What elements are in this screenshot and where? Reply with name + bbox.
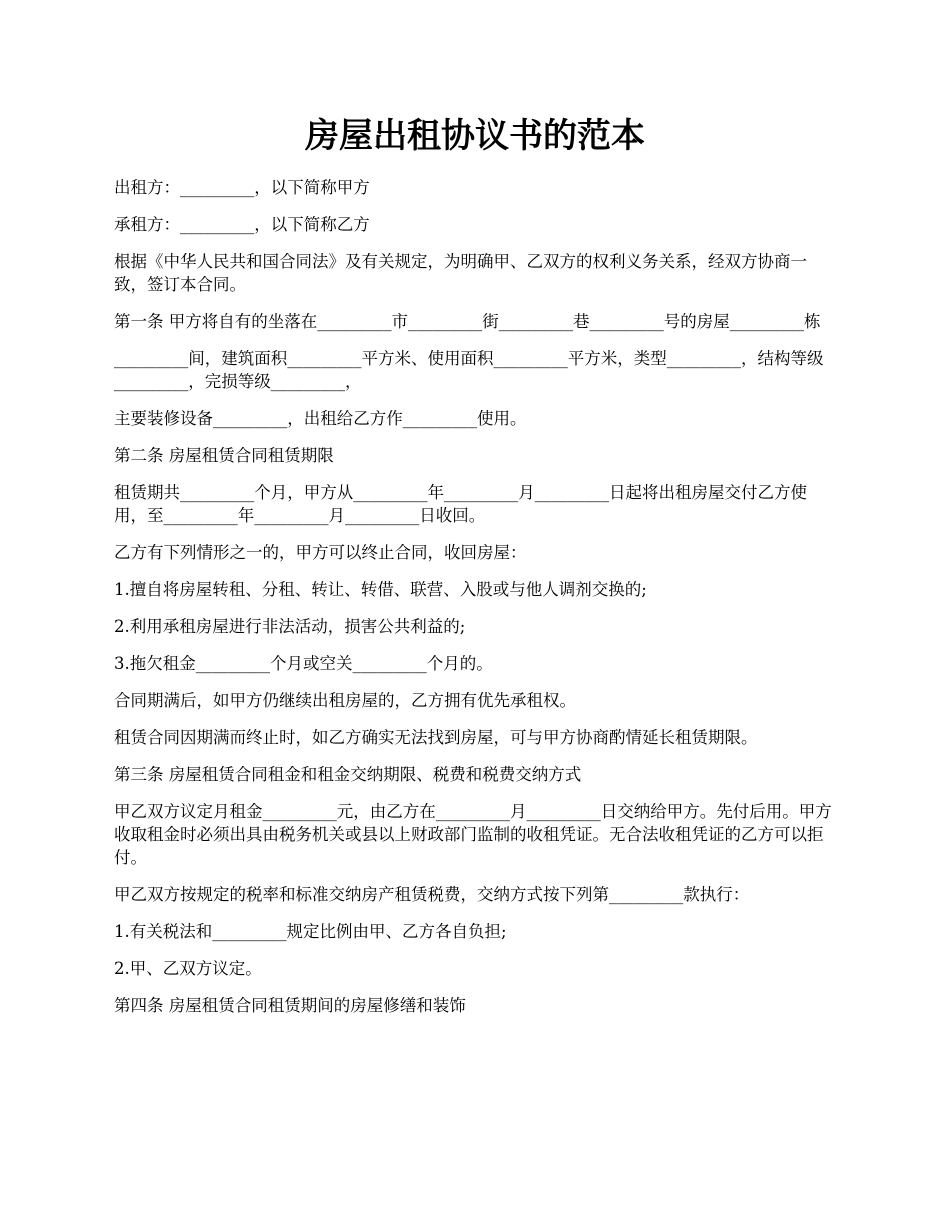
paragraph-priority-right: 合同期满后，如甲方仍继续出租房屋的，乙方拥有优先承租权。	[114, 691, 576, 710]
paragraph-termination-1: 1.擅自将房屋转租、分租、转让、转借、联营、入股或与他人调剂交换的;	[114, 580, 647, 599]
paragraph-article-2-heading: 第二条 房屋租赁合同租赁期限	[114, 446, 334, 465]
paragraph-extension: 租赁合同因期满而终止时，如乙方确实无法找到房屋，可与甲方协商酌情延长租赁期限。	[114, 728, 758, 747]
paragraph-termination-intro: 乙方有下列情形之一的，甲方可以终止合同，收回房屋：	[114, 543, 527, 562]
paragraph-tax-1: 1.有关税法和_________规定比例由甲、乙方各自负担;	[114, 922, 507, 941]
paragraph-rent: 甲乙双方议定月租金_________元，由乙方在_________月_________日交纳给甲方。先付后用。甲方收取租金时必须出具由税务机关或县以上财政部门监制的收租凭证。无合法收租凭证的乙方可以拒付。	[114, 802, 832, 867]
paragraph-termination-3: 3.拖欠租金_________个月或空关_________个月的。	[114, 654, 493, 673]
paragraph-article-4-heading: 第四条 房屋租赁合同租赁期间的房屋修缮和装饰	[114, 996, 466, 1015]
paragraph-article-1-equipment: 主要装修设备_________，出租给乙方作_________使用。	[114, 409, 527, 428]
paragraph-preamble: 根据《中华人民共和国合同法》及有关规定，为明确甲、乙双方的权利义务关系，经双方协商一致，签订本合同。	[114, 252, 807, 294]
paragraph-lessor: 出租方：_________，以下简称甲方	[114, 178, 370, 197]
paragraph-tax: 甲乙双方按规定的税率和标准交纳房产租赁税费，交纳方式按下列第_________款执行：	[114, 885, 750, 904]
paragraph-lease-term: 租赁期共_________个月，甲方从_________年_________月_________日起将出租房屋交付乙方使用，至_________年_________月_________日收回。	[114, 483, 807, 525]
paragraph-article-3-heading: 第三条 房屋租赁合同租金和租金交纳期限、税费和税费交纳方式	[114, 765, 582, 784]
paragraph-article-1: 第一条 甲方将自有的坐落在_________市_________街_________巷_________号的房屋_________栋	[114, 312, 821, 331]
paragraph-article-1-area: _________间，建筑面积_________平方米、使用面积_________平方米，类型_________，结构等级_________，完损等级_________，	[114, 349, 824, 391]
document-body	[114, 176, 836, 1031]
paragraph-termination-2: 2.利用承租房屋进行非法活动，损害公共利益的;	[114, 617, 466, 636]
document-title: 房屋出租协议书的范本	[305, 116, 645, 156]
paragraph-lessee: 承租方：_________，以下简称乙方	[114, 215, 370, 234]
paragraph-tax-2: 2.甲、乙双方议定。	[114, 959, 262, 978]
